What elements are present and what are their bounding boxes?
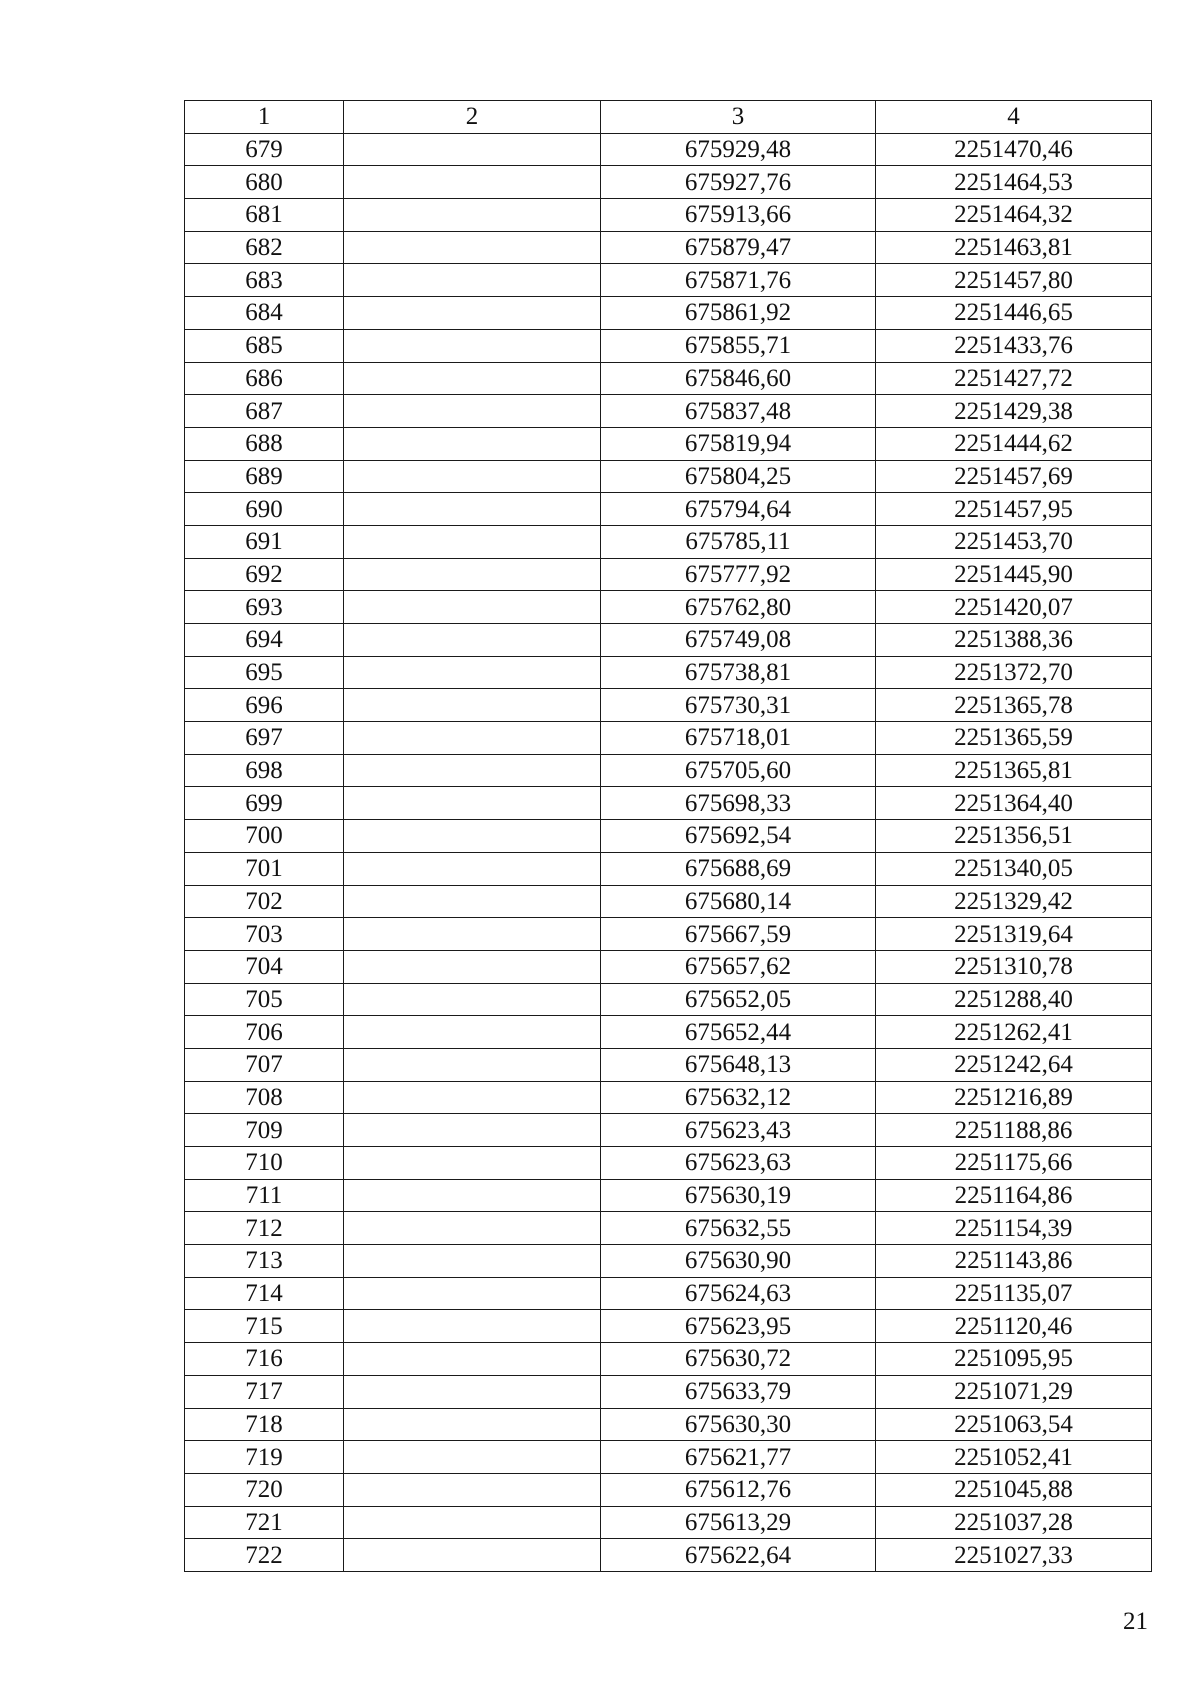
x-coordinate-cell: 675692,54 bbox=[601, 820, 876, 853]
point-number-cell: 691 bbox=[185, 525, 344, 558]
point-number-cell: 697 bbox=[185, 722, 344, 755]
x-coordinate-cell: 675648,13 bbox=[601, 1048, 876, 1081]
table-row bbox=[185, 1081, 1152, 1114]
y-coordinate-cell: 2251463,81 bbox=[876, 231, 1152, 264]
empty-cell bbox=[344, 1212, 601, 1245]
empty-cell bbox=[344, 1506, 601, 1539]
y-coordinate-cell: 2251453,70 bbox=[876, 525, 1152, 558]
empty-cell bbox=[344, 1375, 601, 1408]
y-coordinate-cell: 2251045,88 bbox=[876, 1473, 1152, 1506]
empty-cell bbox=[344, 885, 601, 918]
column-header-2: 2 bbox=[344, 101, 601, 134]
y-coordinate-cell: 2251365,81 bbox=[876, 754, 1152, 787]
point-number-cell: 707 bbox=[185, 1048, 344, 1081]
y-coordinate-cell: 2251420,07 bbox=[876, 591, 1152, 624]
empty-cell bbox=[344, 722, 601, 755]
empty-cell bbox=[344, 918, 601, 951]
y-coordinate-cell: 2251457,80 bbox=[876, 264, 1152, 297]
table-row bbox=[185, 1473, 1152, 1506]
empty-cell bbox=[344, 395, 601, 428]
empty-cell bbox=[344, 133, 601, 166]
table-row bbox=[185, 1245, 1152, 1278]
empty-cell bbox=[344, 1147, 601, 1180]
point-number-cell: 698 bbox=[185, 754, 344, 787]
point-number-cell: 695 bbox=[185, 656, 344, 689]
x-coordinate-cell: 675657,62 bbox=[601, 950, 876, 983]
y-coordinate-cell: 2251037,28 bbox=[876, 1506, 1152, 1539]
empty-cell bbox=[344, 460, 601, 493]
point-number-cell: 686 bbox=[185, 362, 344, 395]
x-coordinate-cell: 675846,60 bbox=[601, 362, 876, 395]
x-coordinate-cell: 675630,19 bbox=[601, 1179, 876, 1212]
point-number-cell: 683 bbox=[185, 264, 344, 297]
y-coordinate-cell: 2251120,46 bbox=[876, 1310, 1152, 1343]
empty-cell bbox=[344, 1016, 601, 1049]
x-coordinate-cell: 675913,66 bbox=[601, 199, 876, 232]
point-number-cell: 696 bbox=[185, 689, 344, 722]
y-coordinate-cell: 2251464,32 bbox=[876, 199, 1152, 232]
table-row bbox=[185, 624, 1152, 657]
empty-cell bbox=[344, 297, 601, 330]
point-number-cell: 705 bbox=[185, 983, 344, 1016]
empty-cell bbox=[344, 362, 601, 395]
point-number-cell: 684 bbox=[185, 297, 344, 330]
point-number-cell: 710 bbox=[185, 1147, 344, 1180]
y-coordinate-cell: 2251143,86 bbox=[876, 1245, 1152, 1278]
x-coordinate-cell: 675630,90 bbox=[601, 1245, 876, 1278]
table-row bbox=[185, 1408, 1152, 1441]
x-coordinate-cell: 675624,63 bbox=[601, 1277, 876, 1310]
table-row bbox=[185, 1147, 1152, 1180]
point-number-cell: 679 bbox=[185, 133, 344, 166]
y-coordinate-cell: 2251457,69 bbox=[876, 460, 1152, 493]
table-row bbox=[185, 1539, 1152, 1572]
y-coordinate-cell: 2251364,40 bbox=[876, 787, 1152, 820]
x-coordinate-cell: 675738,81 bbox=[601, 656, 876, 689]
point-number-cell: 713 bbox=[185, 1245, 344, 1278]
point-number-cell: 706 bbox=[185, 1016, 344, 1049]
table-row bbox=[185, 1016, 1152, 1049]
x-coordinate-cell: 675819,94 bbox=[601, 427, 876, 460]
x-coordinate-cell: 675730,31 bbox=[601, 689, 876, 722]
point-number-cell: 709 bbox=[185, 1114, 344, 1147]
y-coordinate-cell: 2251242,64 bbox=[876, 1048, 1152, 1081]
y-coordinate-cell: 2251027,33 bbox=[876, 1539, 1152, 1572]
y-coordinate-cell: 2251164,86 bbox=[876, 1179, 1152, 1212]
table-row bbox=[185, 525, 1152, 558]
y-coordinate-cell: 2251340,05 bbox=[876, 852, 1152, 885]
empty-cell bbox=[344, 558, 601, 591]
empty-cell bbox=[344, 1473, 601, 1506]
x-coordinate-cell: 675680,14 bbox=[601, 885, 876, 918]
empty-cell bbox=[344, 656, 601, 689]
empty-cell bbox=[344, 1310, 601, 1343]
x-coordinate-cell: 675632,55 bbox=[601, 1212, 876, 1245]
table-row bbox=[185, 558, 1152, 591]
y-coordinate-cell: 2251175,66 bbox=[876, 1147, 1152, 1180]
point-number-cell: 703 bbox=[185, 918, 344, 951]
empty-cell bbox=[344, 754, 601, 787]
table-row bbox=[185, 329, 1152, 362]
point-number-cell: 680 bbox=[185, 166, 344, 199]
y-coordinate-cell: 2251356,51 bbox=[876, 820, 1152, 853]
empty-cell bbox=[344, 1343, 601, 1376]
empty-cell bbox=[344, 264, 601, 297]
y-coordinate-cell: 2251063,54 bbox=[876, 1408, 1152, 1441]
y-coordinate-cell: 2251470,46 bbox=[876, 133, 1152, 166]
column-header-4: 4 bbox=[876, 101, 1152, 134]
x-coordinate-cell: 675749,08 bbox=[601, 624, 876, 657]
empty-cell bbox=[344, 820, 601, 853]
table-row bbox=[185, 1375, 1152, 1408]
empty-cell bbox=[344, 231, 601, 264]
table-row bbox=[185, 983, 1152, 1016]
y-coordinate-cell: 2251329,42 bbox=[876, 885, 1152, 918]
point-number-cell: 721 bbox=[185, 1506, 344, 1539]
x-coordinate-cell: 675705,60 bbox=[601, 754, 876, 787]
empty-cell bbox=[344, 199, 601, 232]
y-coordinate-cell: 2251154,39 bbox=[876, 1212, 1152, 1245]
empty-cell bbox=[344, 329, 601, 362]
x-coordinate-cell: 675612,76 bbox=[601, 1473, 876, 1506]
y-coordinate-cell: 2251365,59 bbox=[876, 722, 1152, 755]
point-number-cell: 722 bbox=[185, 1539, 344, 1572]
empty-cell bbox=[344, 525, 601, 558]
empty-cell bbox=[344, 493, 601, 526]
point-number-cell: 685 bbox=[185, 329, 344, 362]
x-coordinate-cell: 675667,59 bbox=[601, 918, 876, 951]
table-row bbox=[185, 820, 1152, 853]
point-number-cell: 715 bbox=[185, 1310, 344, 1343]
point-number-cell: 694 bbox=[185, 624, 344, 657]
x-coordinate-cell: 675861,92 bbox=[601, 297, 876, 330]
y-coordinate-cell: 2251445,90 bbox=[876, 558, 1152, 591]
point-number-cell: 712 bbox=[185, 1212, 344, 1245]
empty-cell bbox=[344, 166, 601, 199]
table-row bbox=[185, 493, 1152, 526]
empty-cell bbox=[344, 1081, 601, 1114]
point-number-cell: 708 bbox=[185, 1081, 344, 1114]
point-number-cell: 714 bbox=[185, 1277, 344, 1310]
empty-cell bbox=[344, 689, 601, 722]
x-coordinate-cell: 675698,33 bbox=[601, 787, 876, 820]
table-row bbox=[185, 722, 1152, 755]
point-number-cell: 719 bbox=[185, 1441, 344, 1474]
table-row bbox=[185, 885, 1152, 918]
empty-cell bbox=[344, 427, 601, 460]
x-coordinate-cell: 675762,80 bbox=[601, 591, 876, 624]
x-coordinate-cell: 675623,95 bbox=[601, 1310, 876, 1343]
table-row bbox=[185, 754, 1152, 787]
header-row bbox=[185, 101, 1152, 134]
table-row bbox=[185, 1114, 1152, 1147]
x-coordinate-cell: 675794,64 bbox=[601, 493, 876, 526]
y-coordinate-cell: 2251388,36 bbox=[876, 624, 1152, 657]
table-row bbox=[185, 1343, 1152, 1376]
table-row bbox=[185, 231, 1152, 264]
point-number-cell: 692 bbox=[185, 558, 344, 591]
table-row bbox=[185, 264, 1152, 297]
x-coordinate-cell: 675879,47 bbox=[601, 231, 876, 264]
y-coordinate-cell: 2251444,62 bbox=[876, 427, 1152, 460]
point-number-cell: 700 bbox=[185, 820, 344, 853]
empty-cell bbox=[344, 591, 601, 624]
table-row bbox=[185, 1441, 1152, 1474]
table-row bbox=[185, 460, 1152, 493]
x-coordinate-cell: 675623,63 bbox=[601, 1147, 876, 1180]
table-row bbox=[185, 133, 1152, 166]
point-number-cell: 717 bbox=[185, 1375, 344, 1408]
column-header-3: 3 bbox=[601, 101, 876, 134]
point-number-cell: 689 bbox=[185, 460, 344, 493]
table-row bbox=[185, 591, 1152, 624]
table-row bbox=[185, 166, 1152, 199]
point-number-cell: 682 bbox=[185, 231, 344, 264]
table-row bbox=[185, 199, 1152, 232]
y-coordinate-cell: 2251216,89 bbox=[876, 1081, 1152, 1114]
table-row bbox=[185, 427, 1152, 460]
y-coordinate-cell: 2251071,29 bbox=[876, 1375, 1152, 1408]
empty-cell bbox=[344, 950, 601, 983]
table-row bbox=[185, 852, 1152, 885]
table-row bbox=[185, 689, 1152, 722]
table-row bbox=[185, 395, 1152, 428]
y-coordinate-cell: 2251052,41 bbox=[876, 1441, 1152, 1474]
empty-cell bbox=[344, 1245, 601, 1278]
point-number-cell: 693 bbox=[185, 591, 344, 624]
x-coordinate-cell: 675688,69 bbox=[601, 852, 876, 885]
table-row bbox=[185, 787, 1152, 820]
table-row bbox=[185, 1277, 1152, 1310]
y-coordinate-cell: 2251095,95 bbox=[876, 1343, 1152, 1376]
table-row bbox=[185, 1179, 1152, 1212]
x-coordinate-cell: 675621,77 bbox=[601, 1441, 876, 1474]
point-number-cell: 681 bbox=[185, 199, 344, 232]
empty-cell bbox=[344, 1179, 601, 1212]
x-coordinate-cell: 675622,64 bbox=[601, 1539, 876, 1572]
x-coordinate-cell: 675871,76 bbox=[601, 264, 876, 297]
x-coordinate-cell: 675927,76 bbox=[601, 166, 876, 199]
x-coordinate-cell: 675652,44 bbox=[601, 1016, 876, 1049]
empty-cell bbox=[344, 787, 601, 820]
y-coordinate-cell: 2251433,76 bbox=[876, 329, 1152, 362]
y-coordinate-cell: 2251457,95 bbox=[876, 493, 1152, 526]
point-number-cell: 699 bbox=[185, 787, 344, 820]
x-coordinate-cell: 675632,12 bbox=[601, 1081, 876, 1114]
table-body bbox=[185, 133, 1152, 1571]
y-coordinate-cell: 2251288,40 bbox=[876, 983, 1152, 1016]
x-coordinate-cell: 675785,11 bbox=[601, 525, 876, 558]
empty-cell bbox=[344, 1539, 601, 1572]
empty-cell bbox=[344, 1441, 601, 1474]
empty-cell bbox=[344, 1114, 601, 1147]
page-number: 21 bbox=[1123, 1608, 1148, 1635]
y-coordinate-cell: 2251365,78 bbox=[876, 689, 1152, 722]
point-number-cell: 711 bbox=[185, 1179, 344, 1212]
table-row bbox=[185, 1506, 1152, 1539]
table-row bbox=[185, 362, 1152, 395]
point-number-cell: 718 bbox=[185, 1408, 344, 1441]
empty-cell bbox=[344, 983, 601, 1016]
x-coordinate-cell: 675837,48 bbox=[601, 395, 876, 428]
y-coordinate-cell: 2251429,38 bbox=[876, 395, 1152, 428]
x-coordinate-cell: 675633,79 bbox=[601, 1375, 876, 1408]
x-coordinate-cell: 675630,72 bbox=[601, 1343, 876, 1376]
y-coordinate-cell: 2251310,78 bbox=[876, 950, 1152, 983]
y-coordinate-cell: 2251188,86 bbox=[876, 1114, 1152, 1147]
y-coordinate-cell: 2251427,72 bbox=[876, 362, 1152, 395]
table-row bbox=[185, 1048, 1152, 1081]
table-row bbox=[185, 918, 1152, 951]
point-number-cell: 716 bbox=[185, 1343, 344, 1376]
empty-cell bbox=[344, 1277, 601, 1310]
table-row bbox=[185, 1310, 1152, 1343]
point-number-cell: 704 bbox=[185, 950, 344, 983]
x-coordinate-cell: 675630,30 bbox=[601, 1408, 876, 1441]
x-coordinate-cell: 675718,01 bbox=[601, 722, 876, 755]
empty-cell bbox=[344, 624, 601, 657]
column-header-1: 1 bbox=[185, 101, 344, 134]
point-number-cell: 720 bbox=[185, 1473, 344, 1506]
x-coordinate-cell: 675855,71 bbox=[601, 329, 876, 362]
x-coordinate-cell: 675623,43 bbox=[601, 1114, 876, 1147]
y-coordinate-cell: 2251262,41 bbox=[876, 1016, 1152, 1049]
empty-cell bbox=[344, 852, 601, 885]
y-coordinate-cell: 2251319,64 bbox=[876, 918, 1152, 951]
x-coordinate-cell: 675652,05 bbox=[601, 983, 876, 1016]
y-coordinate-cell: 2251135,07 bbox=[876, 1277, 1152, 1310]
empty-cell bbox=[344, 1048, 601, 1081]
table-row bbox=[185, 1212, 1152, 1245]
point-number-cell: 701 bbox=[185, 852, 344, 885]
point-number-cell: 702 bbox=[185, 885, 344, 918]
table-row bbox=[185, 297, 1152, 330]
y-coordinate-cell: 2251446,65 bbox=[876, 297, 1152, 330]
y-coordinate-cell: 2251464,53 bbox=[876, 166, 1152, 199]
coordinates-table bbox=[184, 100, 1152, 1572]
table-row bbox=[185, 656, 1152, 689]
empty-cell bbox=[344, 1408, 601, 1441]
table-row bbox=[185, 950, 1152, 983]
point-number-cell: 690 bbox=[185, 493, 344, 526]
y-coordinate-cell: 2251372,70 bbox=[876, 656, 1152, 689]
x-coordinate-cell: 675613,29 bbox=[601, 1506, 876, 1539]
x-coordinate-cell: 675804,25 bbox=[601, 460, 876, 493]
x-coordinate-cell: 675929,48 bbox=[601, 133, 876, 166]
x-coordinate-cell: 675777,92 bbox=[601, 558, 876, 591]
point-number-cell: 687 bbox=[185, 395, 344, 428]
point-number-cell: 688 bbox=[185, 427, 344, 460]
